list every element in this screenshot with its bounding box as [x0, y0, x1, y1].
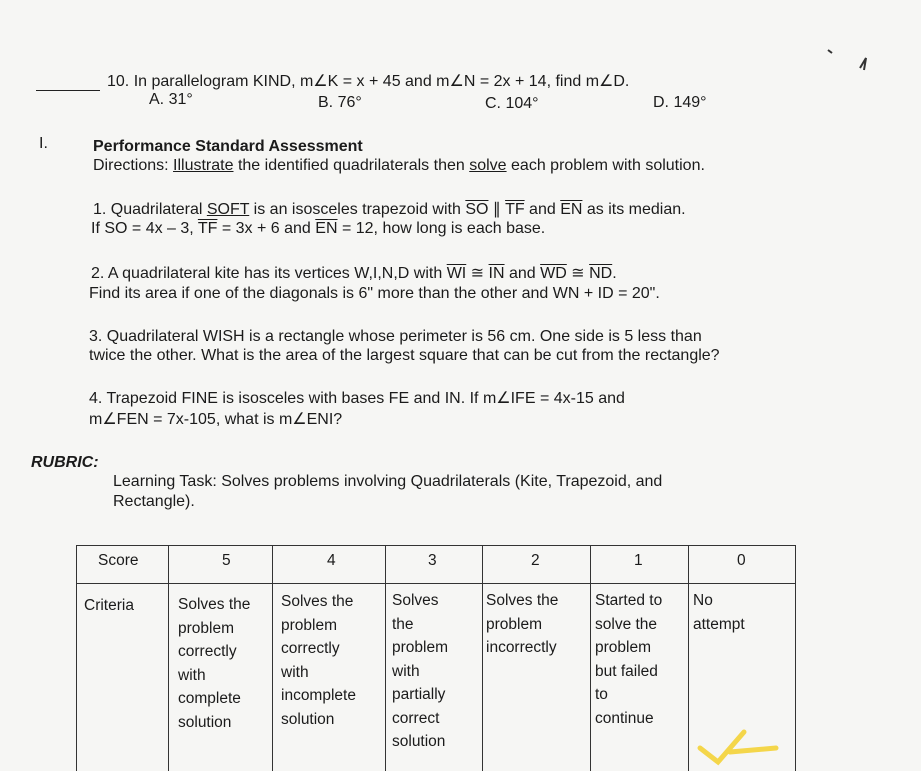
- p1-seg: and: [524, 201, 561, 218]
- problem-2-line-1: [91, 264, 617, 284]
- criteria-line: incomplete: [281, 687, 356, 704]
- p1-seg: as its median.: [582, 201, 686, 218]
- p2-seg: ≅: [566, 265, 590, 282]
- criteria-line: to: [595, 686, 608, 703]
- score-0: 0: [737, 552, 746, 569]
- criteria-score-0: [693, 589, 745, 636]
- criteria-score-5: [178, 593, 250, 734]
- criteria-line: correctly: [281, 640, 340, 657]
- problem-4-line-2: m∠FEN = 7x-105, what is m∠ENI?: [89, 411, 343, 428]
- criteria-line: correctly: [178, 643, 237, 660]
- criteria-line: Solves the: [178, 596, 251, 613]
- criteria-score-1: [595, 589, 662, 730]
- p2-seg: $\overline{ND}$: [589, 265, 613, 282]
- problem-3-line-1: 3. Quadrilateral WISH is a rectangle whose perimeter is 56 cm. One side is 5 less than: [89, 328, 702, 345]
- score-4: 4: [327, 552, 336, 569]
- p1-seg: $\overline{EN}$: [315, 220, 338, 237]
- criteria-line: attempt: [693, 615, 745, 633]
- rubric-title: RUBRIC:: [31, 454, 99, 471]
- criteria-line: solution: [281, 710, 335, 728]
- directions-end: each problem with solution.: [506, 157, 705, 174]
- section-number: I.: [39, 135, 48, 152]
- directions-label: Directions:: [93, 157, 174, 174]
- directions-solve: solve: [469, 157, 507, 174]
- choice-b: B. 76°: [318, 94, 362, 111]
- criteria-line: with: [392, 662, 420, 680]
- p1-seg: $\overline{TF}$: [197, 220, 218, 237]
- problem-2-line-2: Find its area if one of the diagonals is 6" more than the other and WN + ID = 20".: [89, 285, 660, 302]
- p1-seg: SOFT: [206, 201, 250, 218]
- directions-illustrate: Illustrate: [173, 157, 234, 174]
- problem-4-line-1: 4. Trapezoid FINE is isosceles with bases FE and IN. If m∠IFE = 4x-15 and: [89, 390, 625, 407]
- criteria-line: incorrectly: [486, 639, 557, 656]
- rubric-header-label: Score: [98, 552, 139, 569]
- directions-middle: the identified quadrilaterals then: [233, 157, 470, 174]
- criteria-line: correct: [392, 709, 440, 727]
- learning-task-line-2: Rectangle).: [113, 493, 195, 510]
- pen-mark-decoration: [820, 42, 890, 82]
- criteria-line: problem: [486, 615, 542, 633]
- p2-seg: ≅: [466, 265, 489, 282]
- p1-seg: = 12, how long is each base.: [337, 220, 546, 237]
- criteria-line: Started to: [595, 592, 663, 609]
- rubric-row-label: Criteria: [84, 597, 134, 614]
- problem-3-line-2: twice the other. What is the area of the largest square that can be cut from the rectangle?: [89, 347, 720, 364]
- directions-text: [93, 156, 705, 176]
- p1-seg: $\overline{SO}$: [465, 201, 489, 218]
- p1-seg: ∥: [488, 201, 506, 218]
- criteria-line: Solves the: [281, 593, 354, 610]
- question-10-text: 10. In parallelogram KIND, m∠K = x + 45 and m∠N = 2x + 14, find m∠D.: [107, 73, 630, 90]
- criteria-line: but failed: [595, 662, 658, 680]
- criteria-score-4: [281, 590, 356, 731]
- problem-1-line-1: [93, 200, 686, 220]
- criteria-line: No: [693, 592, 713, 609]
- p2-seg: 2. A quadrilateral kite has its vertices W,I,N,D with: [91, 265, 447, 282]
- criteria-score-3: [392, 589, 448, 754]
- p1-seg: $\overline{EN}$: [560, 201, 583, 218]
- criteria-line: complete: [178, 690, 241, 707]
- criteria-line: Solves: [392, 592, 439, 609]
- p2-seg: $\overline{IN}$: [488, 265, 505, 282]
- section-title: Performance Standard Assessment: [93, 138, 363, 155]
- highlighter-check-mark: [690, 718, 810, 768]
- criteria-line: continue: [595, 709, 654, 727]
- p1-seg: 1. Quadrilateral: [93, 201, 207, 218]
- p2-seg: $\overline{WI}$: [446, 265, 467, 282]
- criteria-score-2: [486, 589, 558, 660]
- p2-seg: $\overline{WD}$: [540, 265, 567, 282]
- criteria-line: with: [281, 663, 309, 681]
- score-1: 1: [634, 552, 643, 569]
- problem-1-line-2: [91, 219, 545, 239]
- choice-c: C. 104°: [485, 95, 539, 112]
- p1-seg: = 3x + 6 and: [217, 220, 316, 237]
- score-3: 3: [428, 552, 437, 569]
- rubric-table: [76, 545, 796, 771]
- criteria-line: solve the: [595, 615, 658, 633]
- criteria-line: the: [392, 615, 414, 633]
- learning-task-line-1: Learning Task: Solves problems involving Quadrilaterals (Kite, Trapezoid, and: [113, 473, 663, 490]
- p1-seg: If SO = 4x – 3,: [91, 220, 198, 237]
- criteria-line: partially: [392, 686, 446, 703]
- p2-seg: and: [504, 265, 541, 282]
- criteria-line: problem: [178, 619, 234, 637]
- choice-d: D. 149°: [653, 94, 707, 111]
- criteria-line: solution: [392, 733, 446, 750]
- choice-a: A. 31°: [149, 91, 193, 108]
- criteria-line: Solves the: [486, 592, 559, 609]
- score-5: 5: [222, 552, 231, 569]
- p1-seg: $\overline{TF}$: [505, 201, 525, 218]
- criteria-line: problem: [281, 616, 337, 634]
- p2-seg: .: [612, 265, 617, 282]
- answer-blank-line: [36, 90, 100, 91]
- criteria-line: with: [178, 666, 206, 684]
- p1-seg: is an isosceles trapezoid with: [249, 201, 466, 218]
- criteria-line: solution: [178, 713, 232, 731]
- criteria-line: problem: [595, 639, 651, 656]
- score-2: 2: [531, 552, 540, 569]
- criteria-line: problem: [392, 639, 448, 656]
